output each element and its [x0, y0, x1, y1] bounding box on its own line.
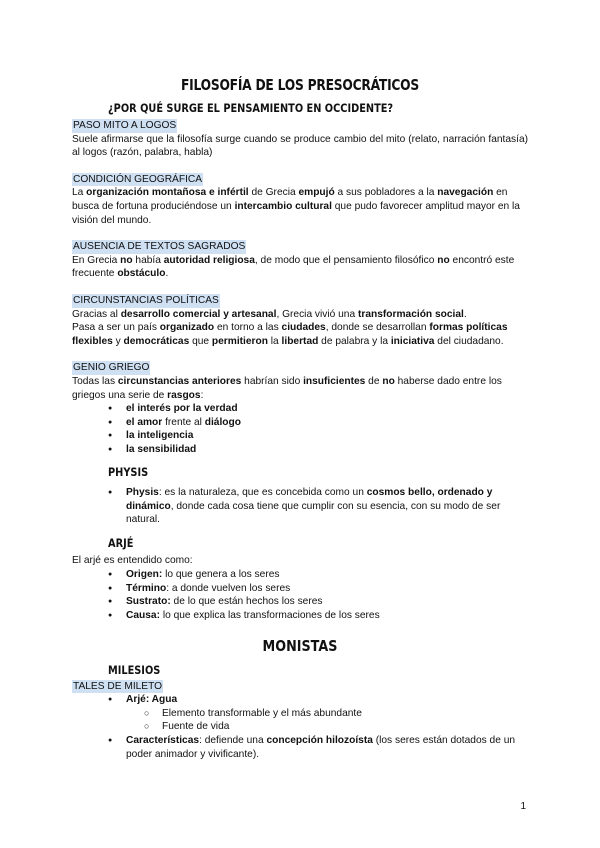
list-item: ● el amor frente al diálogo [108, 416, 528, 430]
list-item: ● el interés por la verdad [108, 402, 528, 416]
list-item: ● Physis: es la naturaleza, que es concebida como un cosmos bello, ordenado y dinámico, donde cada cosa tiene que cumplir con su esencia, con su modo de ser natural. [108, 486, 528, 527]
paragraph: En Grecia no había autoridad religiosa, de modo que el pensamiento filosófico no encontró este frecuente obstáculo. [72, 254, 515, 280]
list-item: ● Causa: lo que explica las transformaciones de los seres [108, 609, 528, 623]
section-label: TALES DE MILETO [73, 680, 163, 692]
section-label: PASO MITO A LOGOS [73, 120, 177, 131]
paragraph: Pasa a ser un país organizado en torno a las ciudades, donde se desarrollan formas políticas flexibles y democráticas que permitieron la libertad de palabra y la iniciativa del ciudadano. [72, 322, 508, 347]
paragraph: Todas las circunstancias anteriores habrían sido insuficientes de no haberse dado entre los griegos una serie de rasgos: [72, 375, 502, 401]
section-label: CIRCUNSTANCIAS POLÍTICAS [73, 294, 219, 306]
list-item: ○ Fuente de vida [144, 720, 528, 734]
heading-monistas: MONISTAS [262, 637, 338, 656]
section-ausencia-textos [72, 240, 528, 281]
paragraph: Suele afirmarse que la filosofía surge cuando se produce cambio del mito (relato, narración fantasía) al logos (razón, palabra, habla) [72, 133, 528, 159]
bullet-list [72, 568, 528, 622]
bullet-list [72, 402, 528, 456]
section-label: GENIO GRIEGO [73, 362, 150, 374]
section-genio-griego [72, 361, 528, 456]
paragraph: La organización montañosa e infértil de Grecia empujó a sus pobladores a la navegación en busca de fortuna produciéndose un intercambio cultural que pudo favorecer amplitud mayor en la visión del mundo. [72, 187, 520, 226]
paragraph: Gracias al desarrollo comercial y artesanal, Grecia vivió una transformación social. [72, 308, 467, 320]
document-subtitle: ¿POR QUÉ SURGE EL PENSAMIENTO EN OCCIDENTE? [108, 101, 394, 115]
document-body [72, 119, 528, 761]
page-number: 1 [520, 801, 526, 812]
section-paso-mito-logos [72, 119, 528, 160]
paragraph: El arjé es entendido como: [72, 555, 193, 567]
list-item: ● Arjé: Agua ○ Elemento transformable y el más abundante ○ Fuente de vida [108, 693, 528, 734]
list-item: ● la sensibilidad [108, 443, 528, 457]
bullet-list [72, 693, 528, 761]
section-condicion-geografica [72, 173, 528, 227]
section-label: AUSENCIA DE TEXTOS SAGRADOS [73, 241, 246, 253]
list-item: ○ Elemento transformable y el más abundante [144, 707, 528, 721]
section-circunstancias-politicas [72, 294, 528, 348]
list-item: ● Sustrato: de lo que están hechos los seres [108, 595, 528, 609]
heading-arje: ARJÉ [108, 535, 134, 550]
list-item: ● la inteligencia [108, 429, 528, 443]
list-item: ● Origen: lo que genera a los seres [108, 568, 528, 582]
document-title: FILOSOFÍA DE LOS PRESOCRÁTICOS [180, 76, 420, 94]
heading-physis: PHYSIS [108, 465, 149, 480]
heading-milesios: MILESIOS [108, 663, 161, 677]
section-label: CONDICIÓN GEOGRÁFICA [73, 173, 203, 185]
sub-bullet-list [126, 707, 528, 734]
list-item: ● Características: defiende una concepción hilozoísta (los seres están dotados de un poder animador y vivificante). [108, 734, 528, 761]
bullet-list [72, 486, 528, 527]
list-item: ● Término: a donde vuelven los seres [108, 582, 528, 596]
